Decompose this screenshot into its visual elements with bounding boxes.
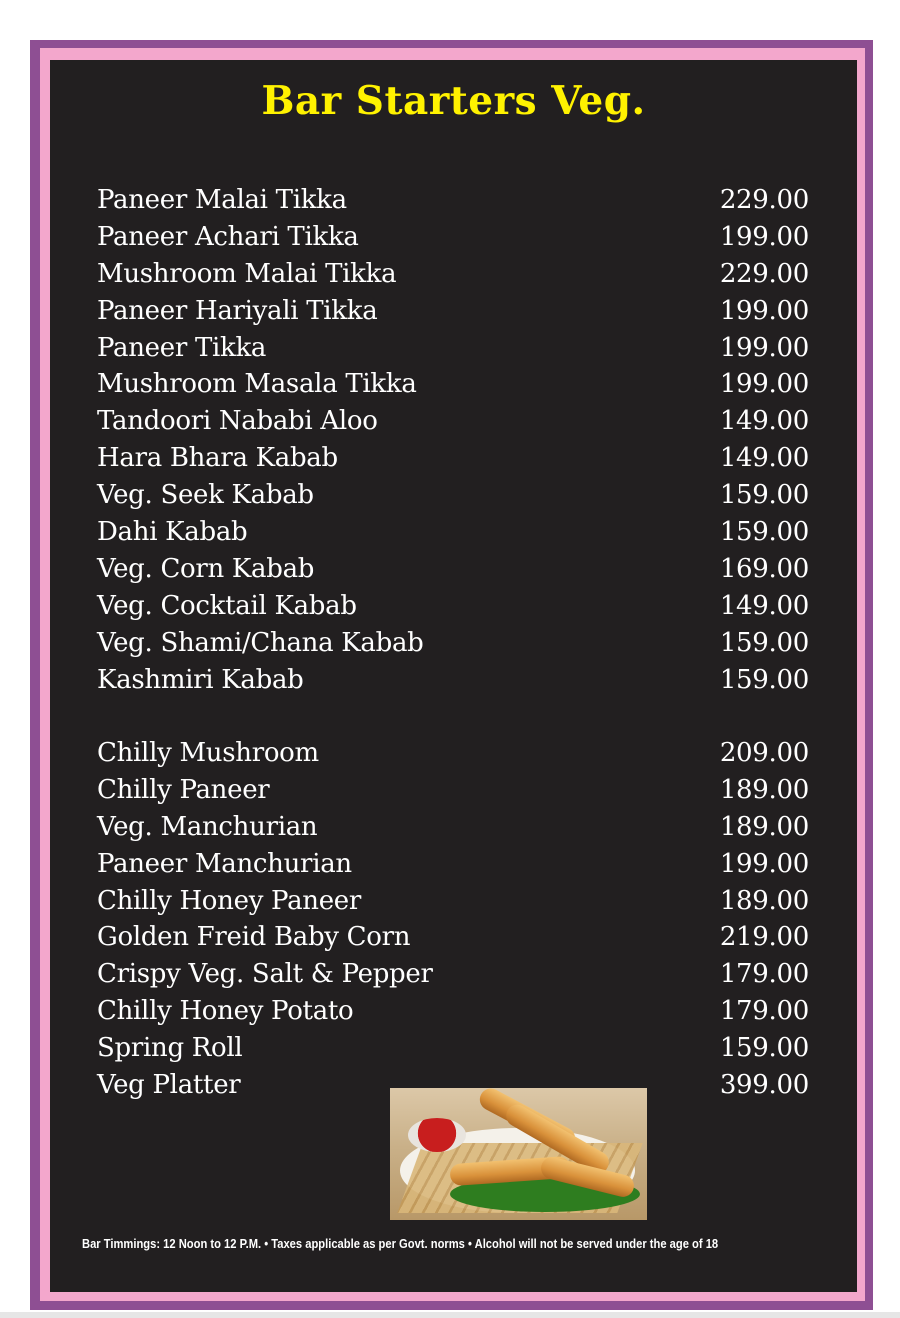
menu-item-name: Golden Freid Baby Corn (97, 922, 411, 953)
menu-item-name: Paneer Achari Tikka (97, 221, 359, 252)
menu-item-name: Paneer Manchurian (97, 848, 352, 879)
menu-item (97, 1033, 809, 1070)
menu-item (97, 480, 809, 517)
menu-item-price: 179.00 (719, 959, 809, 990)
menu-item-price: 149.00 (719, 406, 809, 437)
menu-item (97, 665, 809, 702)
menu-item-price: 199.00 (719, 332, 809, 363)
footer-note: Bar Timmings: 12 Noon to 12 P.M. • Taxes applicable as per Govt. norms • Alcohol will not be served under the age of 18 (82, 1236, 719, 1251)
menu-item-price: 229.00 (719, 185, 809, 215)
menu-item-name: Veg. Shami/Chana Kabab (97, 627, 424, 658)
menu-title: Bar Starters Veg. (261, 78, 646, 124)
menu-item-price: 159.00 (719, 517, 809, 548)
menu-item-price: 149.00 (719, 443, 809, 474)
menu-item-name: Chilly Mushroom (97, 738, 319, 768)
menu-item-price: 209.00 (719, 738, 809, 768)
menu-item-name: Chilly Honey Potato (97, 996, 354, 1027)
menu-item-price: 199.00 (719, 295, 809, 326)
menu-item-price: 179.00 (719, 996, 809, 1027)
bottom-strip (0, 1312, 900, 1318)
menu-item-name: Chilly Honey Paneer (97, 885, 362, 916)
menu-item (97, 443, 809, 480)
menu-item-name: Paneer Malai Tikka (97, 185, 347, 215)
menu-item-name: Paneer Hariyali Tikka (97, 295, 378, 326)
menu-item-name: Spring Roll (97, 1033, 243, 1064)
sauce-bowl-shape (408, 1118, 466, 1152)
menu-item (97, 812, 809, 849)
spring-roll-photo (390, 1088, 647, 1220)
menu-item (97, 406, 809, 443)
menu-item (97, 333, 809, 370)
menu-item (97, 554, 809, 591)
menu-item (97, 959, 809, 996)
menu-item-price: 169.00 (719, 553, 809, 584)
menu-item-price: 189.00 (719, 811, 809, 842)
menu-item-name: Tandoori Nababi Aloo (97, 406, 378, 437)
menu-item-name: Paneer Tikka (97, 332, 267, 363)
menu-item-name: Veg Platter (97, 1070, 241, 1101)
menu-item-price: 159.00 (719, 627, 809, 658)
menu-item (97, 628, 809, 665)
menu-item (97, 517, 809, 554)
menu-item (97, 922, 809, 959)
menu-item-price: 189.00 (719, 774, 809, 805)
menu-list-chinese (97, 738, 809, 1107)
menu-item-price: 189.00 (719, 885, 809, 916)
menu-item-name: Veg. Cocktail Kabab (97, 590, 357, 621)
menu-item-name: Veg. Manchurian (97, 811, 318, 842)
menu-item (97, 259, 809, 296)
menu-item-price: 399.00 (719, 1070, 809, 1101)
menu-item (97, 369, 809, 406)
menu-item-name: Dahi Kabab (97, 517, 248, 548)
menu-item (97, 996, 809, 1033)
menu-item-price: 199.00 (719, 369, 809, 400)
menu-item-price: 159.00 (719, 664, 809, 695)
menu-item (97, 886, 809, 923)
menu-item-name: Veg. Corn Kabab (97, 553, 315, 584)
menu-item (97, 222, 809, 259)
menu-item-price: 199.00 (719, 848, 809, 879)
menu-item-name: Veg. Seek Kabab (97, 480, 314, 511)
menu-item-price: 159.00 (719, 480, 809, 511)
menu-item-price: 159.00 (719, 1033, 809, 1064)
menu-item-name: Mushroom Masala Tikka (97, 369, 417, 400)
menu-item-price: 219.00 (719, 922, 809, 953)
menu-item-price: 149.00 (719, 590, 809, 621)
menu-item (97, 849, 809, 886)
menu-item (97, 591, 809, 628)
menu-item (97, 738, 809, 775)
menu-item-name: Crispy Veg. Salt & Pepper (97, 959, 433, 990)
menu-item (97, 296, 809, 333)
menu-list-kababs (97, 185, 809, 701)
menu-item-name: Chilly Paneer (97, 774, 270, 805)
menu-item-name: Kashmiri Kabab (97, 664, 304, 695)
menu-item (97, 185, 809, 222)
menu-item-name: Hara Bhara Kabab (97, 443, 338, 474)
menu-item-price: 229.00 (719, 258, 809, 289)
menu-item-name: Mushroom Malai Tikka (97, 258, 397, 289)
menu-item (97, 775, 809, 812)
menu-item-price: 199.00 (719, 221, 809, 252)
